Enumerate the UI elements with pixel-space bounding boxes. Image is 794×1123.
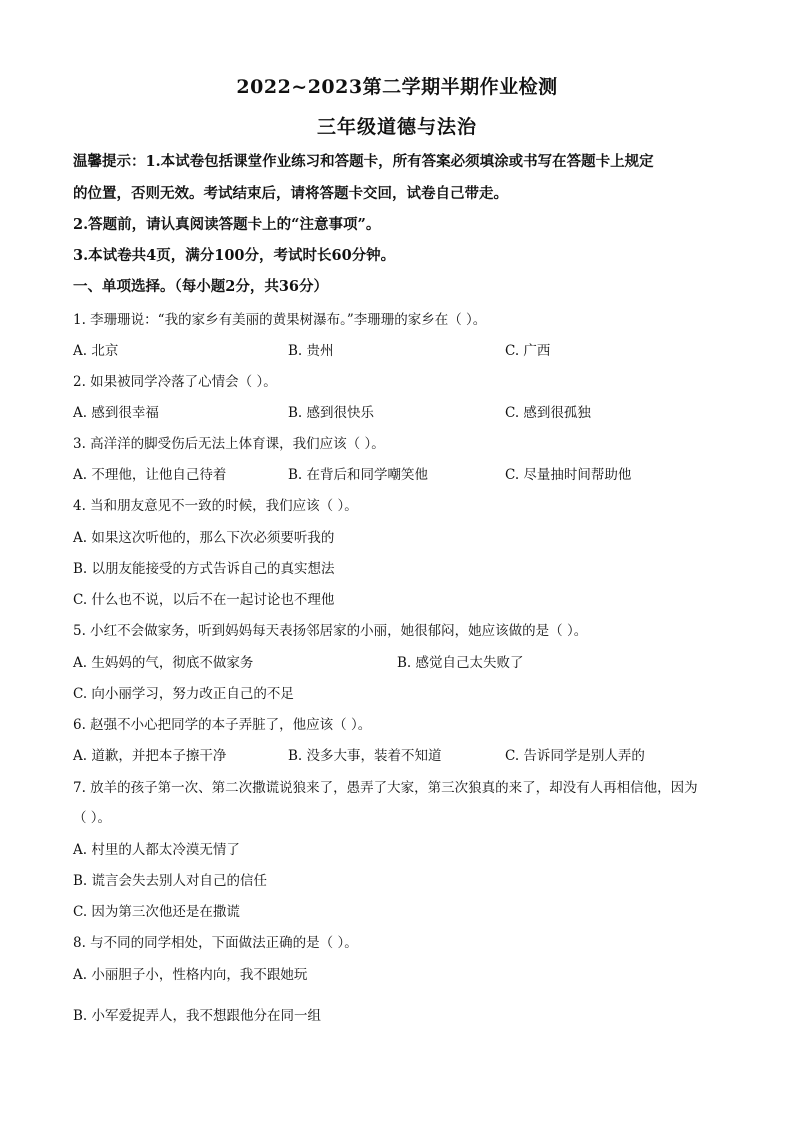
question-3-option-b: B. 在背后和同学嘲笑他 <box>288 467 429 483</box>
question-2-stem: 2. 如果被同学冷落了心情会（ ）。 <box>73 374 277 390</box>
question-3-option-a: A. 不理他，让他自己待着 <box>73 467 227 483</box>
exam-subject: 三年级道德与法治 <box>316 116 477 138</box>
question-4-option-b: B. 以朋友能接受的方式告诉自己的真实想法 <box>73 561 335 577</box>
question-2-option-c: C. 感到很孤独 <box>505 405 591 421</box>
question-7-option-c: C. 因为第三次他还是在撒谎 <box>73 904 240 920</box>
question-4-option-a: A. 如果这次听他的，那么下次必须要听我的 <box>73 530 335 546</box>
question-6-option-a: A. 道歉，并把本子擦干净 <box>73 748 227 764</box>
section-heading: 一、单项选择。（每小题2分，共36分） <box>73 278 329 295</box>
question-7-option-b: B. 谎言会失去别人对自己的信任 <box>73 873 268 889</box>
tip-line-4: 3.本试卷共4页，满分100分，考试时长60分钟。 <box>73 247 396 264</box>
question-5-option-b: B. 感觉自己太失败了 <box>397 655 524 671</box>
question-7-stem-continued: （ ）。 <box>73 810 112 826</box>
question-3-stem: 3. 高洋洋的脚受伤后无法上体育课，我们应该（ ）。 <box>73 436 385 452</box>
question-1-option-a: A. 北京 <box>73 343 119 359</box>
question-2-option-b: B. 感到很快乐 <box>288 405 375 421</box>
question-6-option-c: C. 告诉同学是别人弄的 <box>505 748 645 764</box>
question-8-option-b: B. 小军爱捉弄人，我不想跟他分在同一组 <box>73 1008 322 1024</box>
question-5-option-a: A. 生妈妈的气，彻底不做家务 <box>73 655 254 671</box>
exam-title: 2022~2023第二学期半期作业检测 <box>236 76 558 98</box>
question-5-stem: 5. 小红不会做家务，听到妈妈每天表扬邻居家的小丽，她很郁闷，她应该做的是（ ）。 <box>73 623 588 639</box>
question-4-option-c: C. 什么也不说，以后不在一起讨论也不理他 <box>73 592 335 608</box>
tip-line-2: 的位置，否则无效。考试结束后，请将答题卡交回，试卷自己带走。 <box>73 185 508 202</box>
tip-line-3: 2.答题前，请认真阅读答题卡上的“注意事项”。 <box>73 216 381 233</box>
question-7-option-a: A. 村里的人都太冷漠无情了 <box>73 842 240 858</box>
question-5-option-c: C. 向小丽学习，努力改正自己的不足 <box>73 686 294 702</box>
question-4-stem: 4. 当和朋友意见不一致的时候，我们应该（ ）。 <box>73 498 358 514</box>
question-6-option-b: B. 没多大事，装着不知道 <box>288 748 442 764</box>
question-1-option-b: B. 贵州 <box>288 343 334 359</box>
question-2-option-a: A. 感到很幸福 <box>73 405 159 421</box>
question-1-stem: 1. 李珊珊说：“我的家乡有美丽的黄果树瀑布。”李珊珊的家乡在（ ）。 <box>73 312 487 328</box>
question-6-stem: 6. 赵强不小心把同学的本子弄脏了，他应该（ ）。 <box>73 717 372 733</box>
tip-line-1: 温馨提示：1.本试卷包括课堂作业练习和答题卡，所有答案必须填涂或书写在答题卡上规定 <box>73 153 654 170</box>
question-8-option-a: A. 小丽胆子小，性格内向，我不跟她玩 <box>73 967 308 983</box>
question-1-option-c: C. 广西 <box>505 343 551 359</box>
question-3-option-c: C. 尽量抽时间帮助他 <box>505 467 632 483</box>
question-8-stem: 8. 与不同的同学相处，下面做法正确的是（ ）。 <box>73 935 358 951</box>
question-7-stem: 7. 放羊的孩子第一次、第二次撒谎说狼来了，愚弄了大家，第三次狼真的来了，却没有人再相信他，因为 <box>73 780 698 796</box>
